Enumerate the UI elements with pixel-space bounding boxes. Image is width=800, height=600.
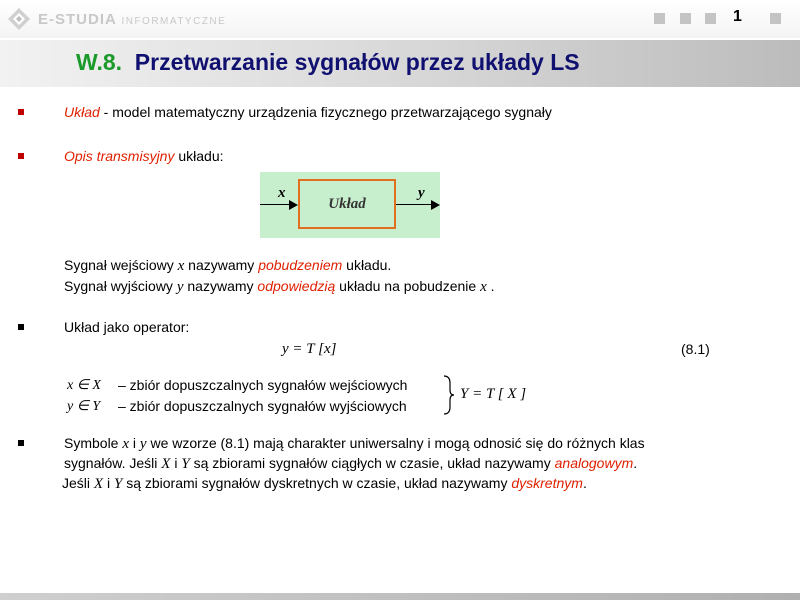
in-var-x: x (177, 258, 185, 274)
b4-var-x: x (122, 436, 130, 452)
b4-l2-c: są zbiorami sygnałów ciągłych w czasie, układ nazywamy (189, 455, 555, 471)
term-pobudzeniem: pobudzeniem (258, 257, 343, 273)
b4-var-y: y (139, 436, 147, 452)
in-text-c: układu. (342, 257, 392, 273)
output-signal-text (64, 278, 495, 296)
input-arrow-line (260, 204, 290, 205)
bullet-4-line-1 (64, 435, 645, 453)
logo-text (38, 11, 226, 28)
logo (6, 6, 226, 32)
curly-brace (443, 375, 455, 415)
system-block-label: Układ (328, 195, 366, 212)
bullet-1-text (64, 104, 552, 120)
x-in-X: x ∈ X (67, 378, 101, 393)
b4-l2-var-Y: Y (181, 456, 190, 472)
y-in-Y: y ∈ Y (67, 399, 101, 414)
b4-l3-d: . (582, 475, 587, 491)
bullet-3-text: Układ jako operator: (64, 319, 190, 335)
b4-l2-a: sygnałów. Jeśli (64, 455, 162, 471)
nav-square-4[interactable] (770, 13, 781, 24)
bullet-marker-2 (18, 153, 24, 159)
nav-square-1[interactable] (654, 13, 665, 24)
input-signal-text (64, 257, 391, 275)
term-odpowiedzia: odpowiedzią (257, 278, 336, 294)
bullet-2-text (64, 148, 224, 164)
out-text-a: Sygnał wyjściowy (64, 278, 177, 294)
bullet-marker-1 (18, 109, 24, 115)
diagram-input-label: x (278, 185, 286, 201)
y-set-desc: – zbiór dopuszczalnych sygnałów wyjściowych (118, 398, 407, 414)
title-text: Przetwarzanie sygnałów przez układy LS (134, 49, 580, 75)
b4-l1-c: we wzorze (8.1) mają charakter uniwersalny i mogą odnosić się do różnych klas (146, 435, 645, 451)
b4-l3-a: Jeśli (62, 475, 94, 491)
equation-8-1: y = T [x] (282, 341, 337, 357)
b4-l3-c: są zbiorami sygnałów dyskretnych w czasie, układ nazywamy (122, 475, 512, 491)
input-arrow-head (289, 200, 298, 210)
in-text-b: nazywamy (184, 257, 259, 273)
out-text-c: układu na pobudzenie (335, 278, 481, 294)
footer-bar (0, 593, 800, 600)
top-bar (0, 0, 800, 38)
output-arrow-head (431, 200, 440, 210)
b4-l2-b: i (170, 455, 182, 471)
output-arrow-line (396, 204, 432, 205)
nav-square-3[interactable] (705, 13, 716, 24)
logo-main-text: E-STUDIA (38, 10, 117, 28)
bullet-4-line-2 (64, 455, 637, 473)
diagram-output-label: y (418, 185, 425, 201)
page-title (76, 49, 580, 76)
b4-l2-d: . (633, 455, 638, 471)
b4-l3-var-X: X (93, 476, 104, 492)
bullet-marker-3 (18, 324, 24, 330)
term-opis-transmisyjny: Opis transmisyjny (64, 148, 175, 164)
term-dyskretnym: dyskretnym (511, 475, 583, 491)
out-text-b: nazywamy (183, 278, 258, 294)
bullet-2-rest: układu: (174, 148, 224, 164)
title-number: W.8. (76, 49, 123, 75)
bullet-marker-4 (18, 440, 24, 446)
system-block-diagram (260, 172, 440, 238)
bullet-4-line-3 (62, 475, 587, 493)
b4-l1-b: i (129, 435, 140, 451)
equation-number: (8.1) (681, 341, 710, 357)
b4-l3-b: i (103, 475, 114, 491)
b4-l1-a: Symbole (64, 435, 123, 451)
b4-l2-var-X: X (161, 456, 171, 472)
bullet-1-rest: - model matematyczny urządzenia fizycznego przetwarzającego sygnały (99, 104, 552, 120)
mapping-equation: Y = T [ X ] (460, 386, 527, 402)
x-set-desc: – zbiór dopuszczalnych sygnałów wejściowych (118, 377, 408, 393)
term-uklad: Układ (64, 104, 100, 120)
nav-square-2[interactable] (680, 13, 691, 24)
out-var-x: x (480, 279, 487, 295)
in-text-a: Sygnał wejściowy (64, 257, 178, 273)
b4-l3-var-Y: Y (113, 476, 123, 492)
logo-sub-text: INFORMATYCZNE (121, 15, 227, 27)
logo-icon (6, 6, 32, 32)
system-block (298, 179, 396, 229)
page-number: 1 (733, 8, 742, 25)
out-var-y: y (176, 279, 184, 295)
term-analogowym: analogowym (554, 455, 634, 471)
out-text-d: . (486, 278, 495, 294)
